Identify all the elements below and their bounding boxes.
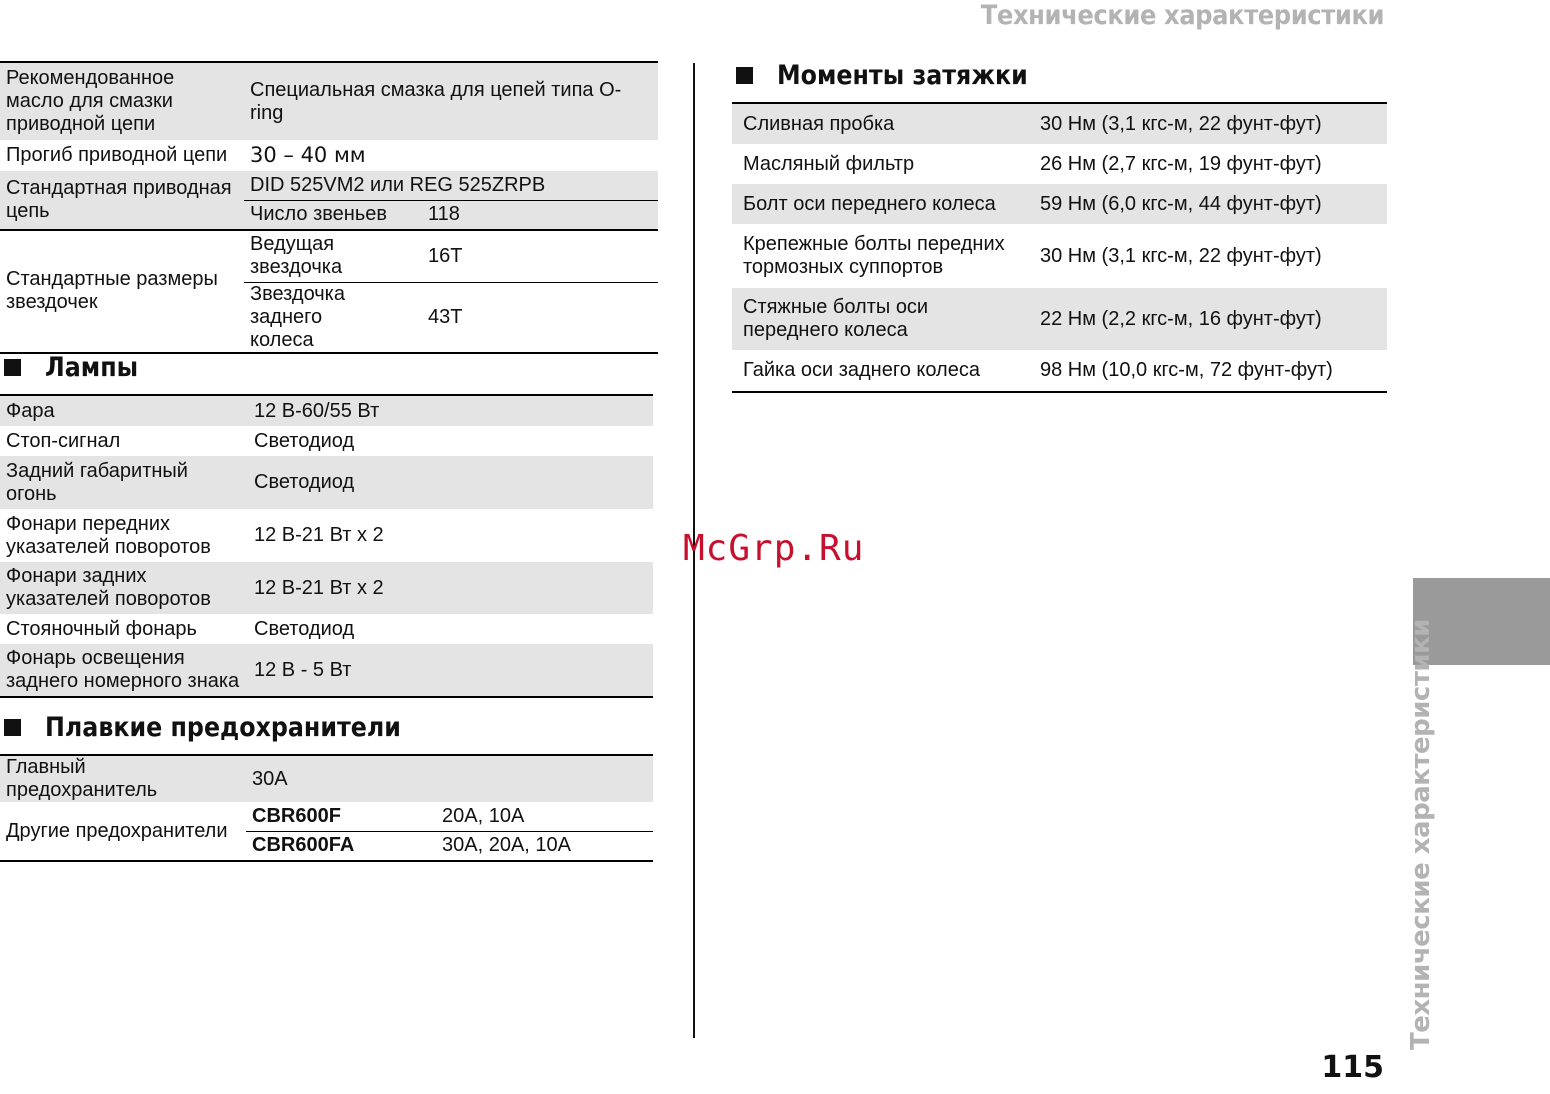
lamp-value: 12 В-21 Вт x 2 (254, 576, 384, 599)
model-cbr600f-value: 20A, 10A (436, 802, 653, 831)
torque-value: 59 Нм (6,0 кгс-м, 44 фунт-фут) (1040, 192, 1322, 215)
fuses-table (0, 754, 653, 862)
torque-value: 98 Нм (10,0 кгс-м, 72 фунт-фут) (1040, 359, 1333, 381)
torque-table (732, 102, 1387, 393)
lamps-title: Лампы (45, 352, 139, 383)
lamps-table (0, 394, 653, 698)
fuses-title: Плавкие предохранители (45, 712, 401, 743)
rear-sprocket-label: Звездочка заднего колеса (250, 282, 345, 351)
lamps-heading (4, 352, 151, 383)
lamp-value: Светодиод (254, 429, 355, 452)
lamp-value: Светодиод (254, 617, 355, 640)
drive-sprocket-value: 16T (422, 230, 658, 282)
lamp-value: 12 В - 5 Вт (254, 658, 352, 681)
square-bullet-icon (4, 359, 21, 376)
slack-label: Прогиб приводной цепи (6, 144, 228, 166)
square-bullet-icon (736, 67, 753, 84)
lamp-label: Фара (6, 399, 55, 422)
std-chain-label: Стандартная приводная цепь (6, 177, 232, 222)
oil-value: Специальная смазка для цепей типа O-ring (250, 78, 622, 124)
lamp-label: Фонари передних указателей поворотов (6, 512, 211, 558)
lamp-value: 12 В-60/55 Вт (254, 399, 380, 422)
other-fuses-label: Другие предохранители (0, 802, 246, 861)
lamp-label: Стояночный фонарь (6, 617, 197, 640)
chain-specs-table (0, 61, 658, 354)
sprocket-label: Стандартные размеры звездочек (0, 230, 244, 353)
std-chain-value: DID 525VM2 или REG 525ZRPB (244, 171, 658, 200)
torque-value: 30 Нм (3,1 кгс-м, 22 фунт-фут) (1040, 244, 1322, 267)
page-number: 115 (1321, 1050, 1384, 1085)
torque-label: Крепежные болты передних тормозных суппортов (743, 233, 1005, 278)
lamp-label: Фонарь освещения заднего номерного знака (6, 647, 240, 692)
main-fuse-value: 30A (252, 767, 288, 790)
lamp-value: 12 В-21 Вт x 2 (254, 524, 384, 546)
slack-value: 30 – 40 мм (250, 143, 366, 167)
lamp-label: Стоп-сигнал (6, 429, 121, 452)
lamp-value: Светодиод (254, 471, 355, 493)
torque-label: Гайка оси заднего колеса (743, 359, 980, 381)
square-bullet-icon (4, 719, 21, 736)
model-cbr600f: CBR600F (246, 802, 436, 831)
lamp-label: Фонари задних указателей поворотов (6, 565, 211, 610)
lamp-label: Задний габаритный огонь (6, 459, 188, 505)
torque-label: Сливная пробка (743, 112, 895, 135)
links-value: 118 (428, 203, 460, 226)
links-label: Число звеньев (250, 203, 387, 226)
torque-label: Масляный фильтр (743, 152, 915, 175)
torque-value: 26 Нм (2,7 кгс-м, 19 фунт-фут) (1040, 152, 1322, 175)
fuses-heading (4, 712, 449, 743)
model-cbr600fa: CBR600FA (252, 834, 355, 857)
torque-label: Стяжные болты оси переднего колеса (743, 296, 929, 341)
torque-heading (736, 60, 1062, 91)
torque-label: Болт оси переднего колеса (743, 192, 996, 215)
running-head: Технические характеристики (980, 0, 1384, 31)
rear-sprocket-value: 43T (428, 305, 463, 328)
oil-label: Рекомендованное масло для смазки приводной цепи (6, 67, 175, 135)
model-cbr600fa-value: 30A, 20A, 10A (442, 834, 571, 857)
side-label: Технические характеристики (1406, 619, 1436, 1050)
torque-value: 22 Нм (2,2 кгс-м, 16 фунт-фут) (1040, 307, 1322, 330)
main-fuse-label: Главный предохранитель (6, 756, 158, 801)
torque-title: Моменты затяжки (777, 60, 1028, 91)
torque-value: 30 Нм (3,1 кгс-м, 22 фунт-фут) (1040, 112, 1322, 135)
watermark: McGrp.Ru (683, 528, 865, 569)
drive-sprocket-label: Ведущая звездочка (244, 230, 422, 282)
